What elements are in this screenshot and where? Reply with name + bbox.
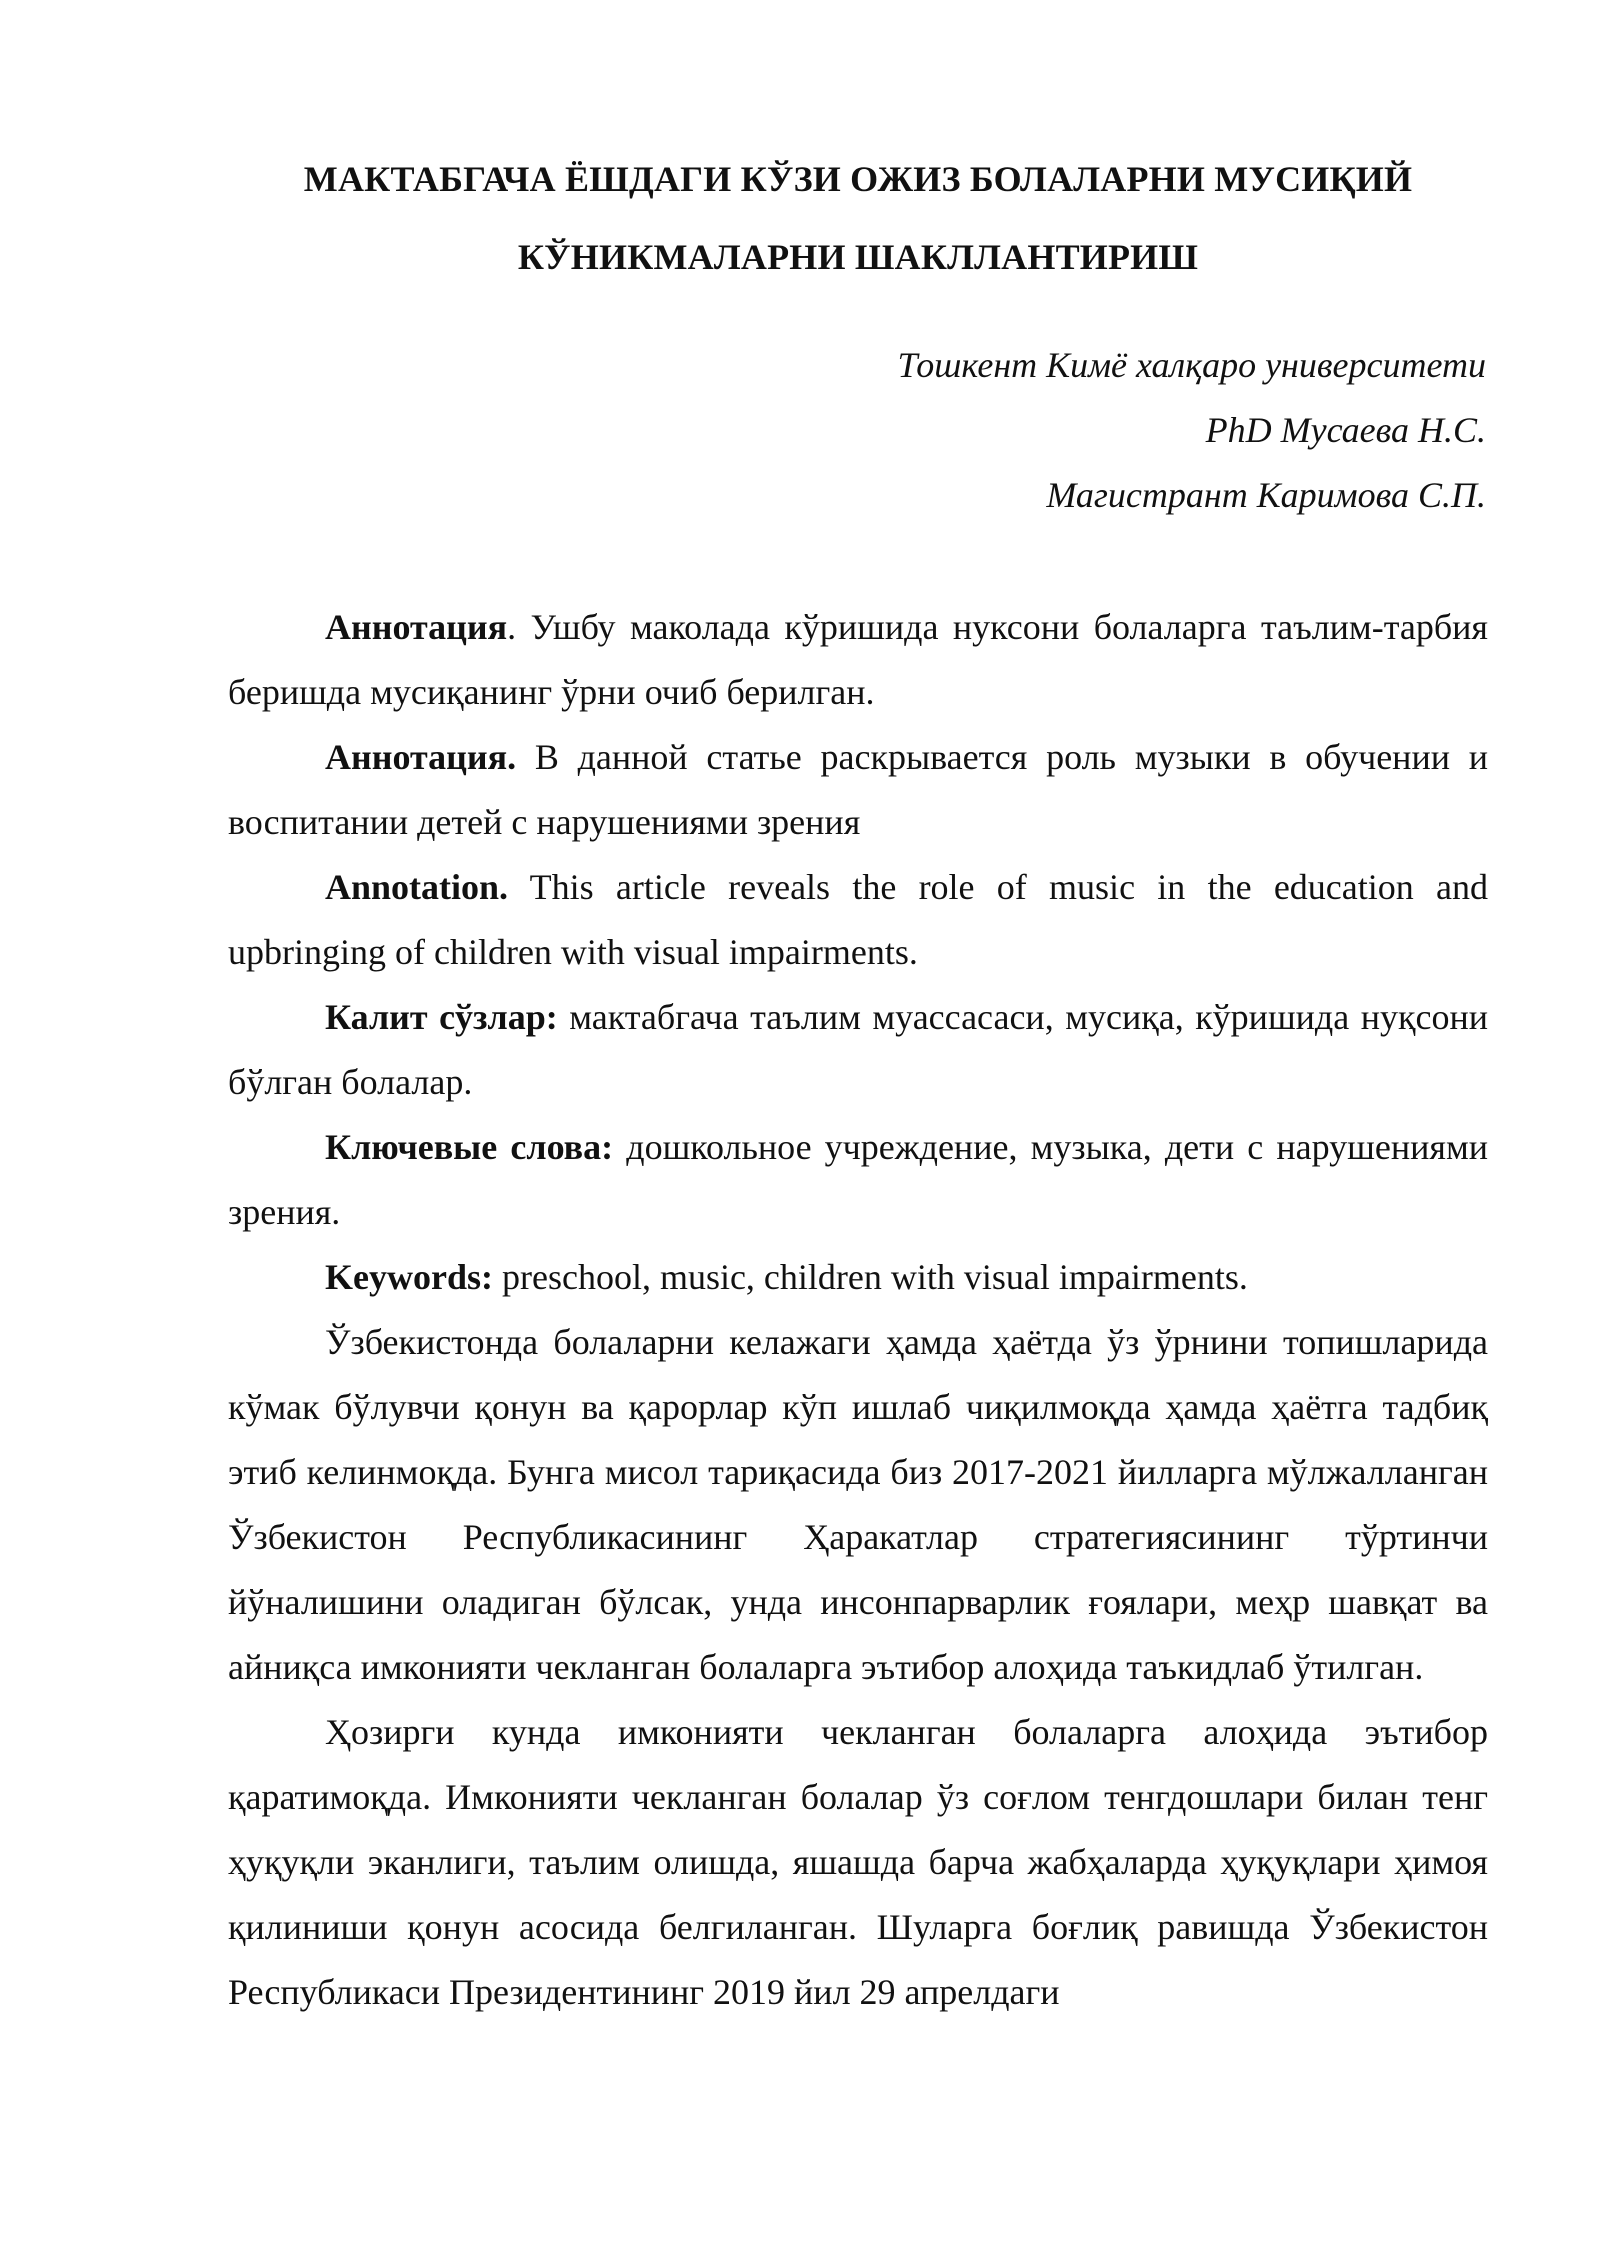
keywords-en-label: Keywords: bbox=[325, 1257, 493, 1297]
annotation-en bbox=[228, 855, 1488, 985]
annotation-uz bbox=[228, 595, 1488, 725]
university-name: Тошкент Кимё халқаро университети bbox=[897, 345, 1486, 385]
keywords-ru bbox=[228, 1115, 1488, 1245]
annotation-uz-label: Аннотация bbox=[325, 607, 508, 647]
annotation-en-label: Annotation. bbox=[325, 867, 509, 907]
title-line-1: МАКТАБГАЧА ЁШДАГИ КЎЗИ ОЖИЗ БОЛАЛАРНИ МУСИҚИЙ bbox=[303, 159, 1413, 199]
author-affiliation bbox=[898, 333, 1487, 528]
keywords-en bbox=[228, 1245, 1488, 1310]
annotation-ru-label: Аннотация. bbox=[325, 737, 517, 777]
annotation-ru-text: В данной статье раскрывается роль музыки в обучении и воспитании детей с нарушениями зрения bbox=[228, 737, 1488, 842]
keywords-uz bbox=[228, 985, 1488, 1115]
keywords-uz-text: мактабгача таълим муассасаси, мусиқа, кўришида нуқсони бўлган болалар. bbox=[228, 997, 1488, 1102]
annotation-en-text: This article reveals the role of music in the education and upbringing of children with visual impairments. bbox=[228, 867, 1488, 972]
annotation-uz-text: . Ушбу маколада кўришида нуксони болаларга таълим-тарбия беришда мусиқанинг ўрни очиб берилган. bbox=[228, 607, 1488, 712]
keywords-uz-label: Калит сўзлар: bbox=[325, 997, 558, 1037]
keywords-ru-label: Ключевые слова: bbox=[325, 1127, 614, 1167]
title-line-2: КЎНИКМАЛАРНИ ШАКЛЛАНТИРИШ bbox=[517, 237, 1199, 277]
author-2: Магистрант Каримова С.П. bbox=[1046, 475, 1486, 515]
body-paragraph: Ўзбекистонда болаларни келажаги ҳамда ҳаётда ўз ўрнини топишларида кўмак бўлувчи қонун ва қарорлар кўп ишлаб чиқилмоқда ҳамда ҳаётга тадбиқ этиб келинмоқда. Бунга мисол тариқасида биз 2017-2021 йилларга мўлжалланган Ўзбекистон Республикасининг Ҳаракатлар стратегиясининг тўртинчи йўналишини оладиган бўлсак, унда инсонпарварлик ғоялари, меҳр шавқат ва айниқса имконияти чекланган болаларга эътибор алоҳида таъкидлаб ўтилган. bbox=[228, 1322, 1488, 1687]
keywords-en-text: preschool, music, children with visual impairments. bbox=[492, 1257, 1248, 1297]
annotation-ru bbox=[228, 725, 1488, 855]
keywords-ru-text: дошкольное учреждение, музыка, дети с нарушениями зрения. bbox=[228, 1127, 1488, 1232]
body-paragraph: Ҳозирги кунда имконияти чекланган болаларга алоҳида эътибор қаратимоқда. Имконияти чекланган болалар ўз соғлом тенгдошлари билан тенг ҳуқуқли эканлиги, таълим олишда, яшашда барча жабҳаларда ҳуқуқлари ҳимоя қилиниши қонун асосида белгиланган. Шуларга боғлиқ равишда Ўзбекистон Республикаси Президентининг 2019 йил 29 апрелдаги bbox=[228, 1712, 1488, 2012]
author-1: PhD Мусаева Н.С. bbox=[1205, 410, 1486, 450]
article-body bbox=[228, 595, 1488, 2025]
article-title bbox=[228, 140, 1488, 296]
